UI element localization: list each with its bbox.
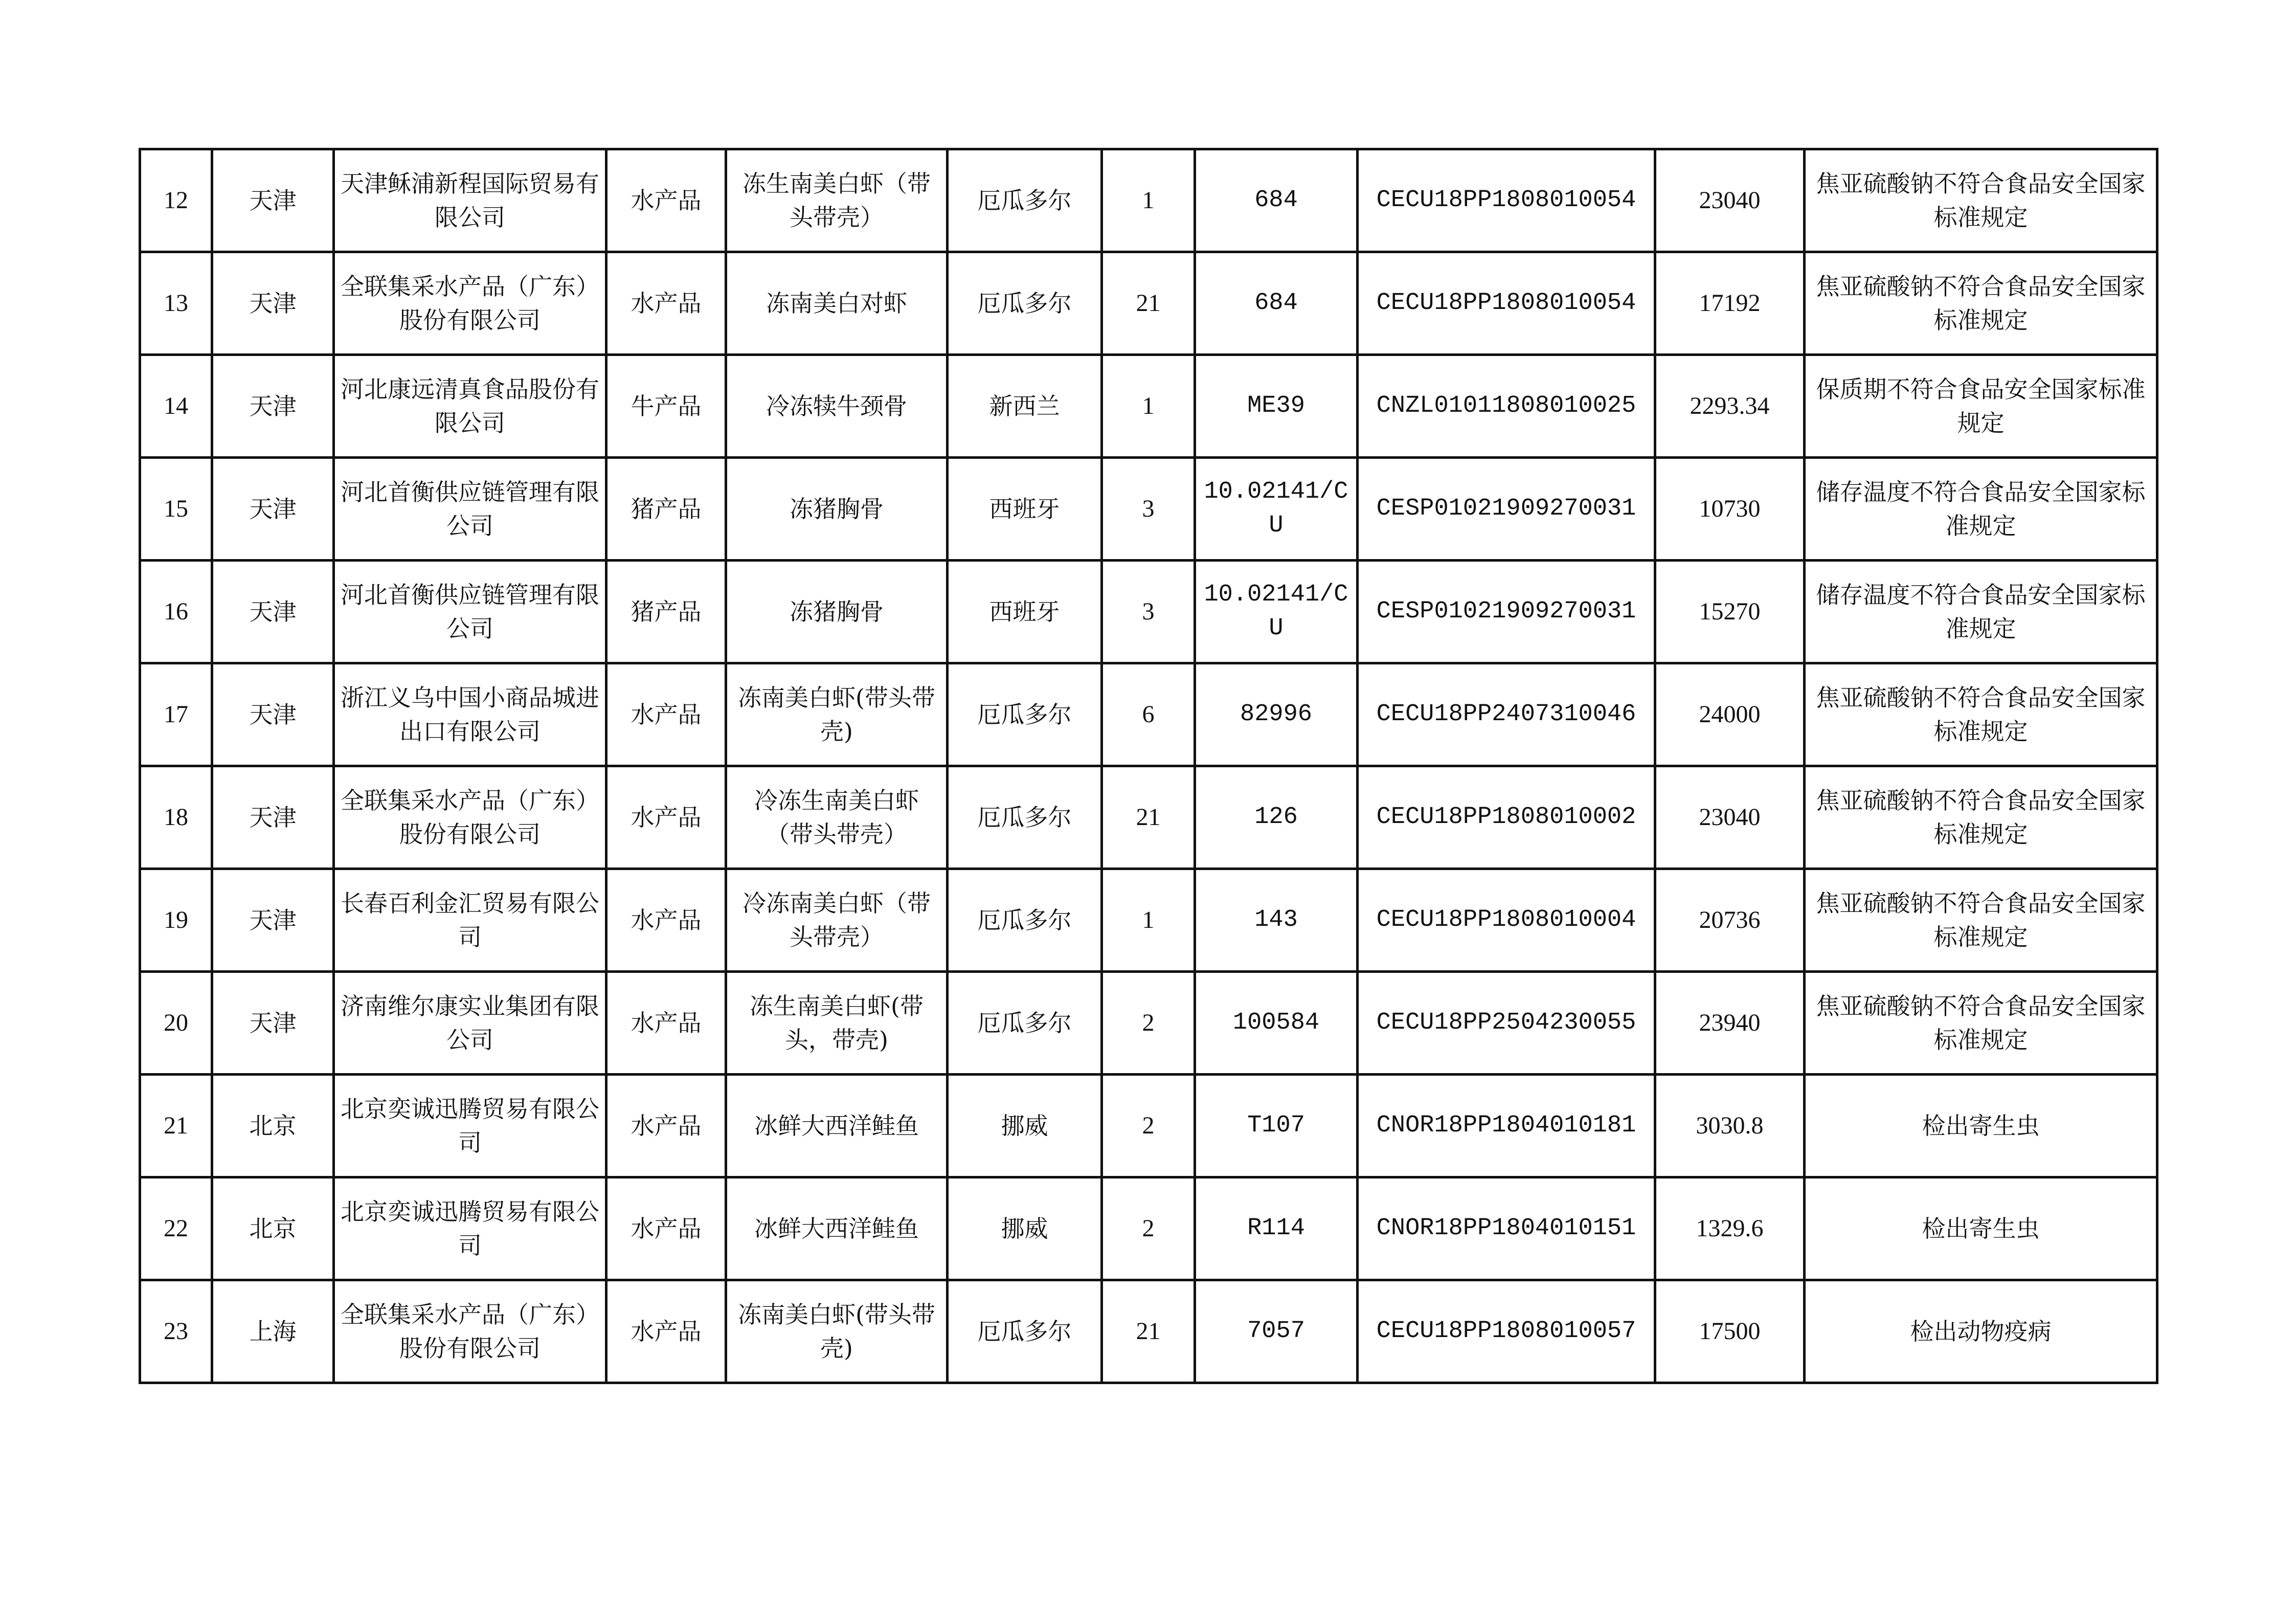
cell-origin: 厄瓜多尔 xyxy=(948,663,1102,766)
cell-certificate: CECU18PP1808010054 xyxy=(1358,252,1655,355)
cell-company: 北京奕诚迅腾贸易有限公司 xyxy=(334,1075,606,1177)
cell-category: 水产品 xyxy=(606,972,726,1075)
cell-code: 684 xyxy=(1195,252,1358,355)
cell-code: 10.02141/CU xyxy=(1195,561,1358,663)
table-row xyxy=(140,1280,2157,1383)
table-row xyxy=(140,252,2157,355)
cell-company: 全联集采水产品（广东）股份有限公司 xyxy=(334,252,606,355)
cell-category: 猪产品 xyxy=(606,458,726,561)
cell-reason: 储存温度不符合食品安全国家标准规定 xyxy=(1805,458,2157,561)
cell-certificate: CECU18PP1808010054 xyxy=(1358,149,1655,252)
cell-code: 143 xyxy=(1195,869,1358,972)
cell-certificate: CECU18PP2504230055 xyxy=(1358,972,1655,1075)
cell-reason: 焦亚硫酸钠不符合食品安全国家标准规定 xyxy=(1805,252,2157,355)
cell-port: 天津 xyxy=(212,869,334,972)
cell-seq: 16 xyxy=(140,561,212,663)
cell-count: 21 xyxy=(1102,766,1195,869)
table-row xyxy=(140,869,2157,972)
inspection-table xyxy=(139,148,2158,1384)
data-sheet xyxy=(139,148,2156,1384)
cell-reason: 焦亚硫酸钠不符合食品安全国家标准规定 xyxy=(1805,972,2157,1075)
cell-seq: 12 xyxy=(140,149,212,252)
cell-port: 天津 xyxy=(212,972,334,1075)
cell-weight: 15270 xyxy=(1655,561,1805,663)
cell-count: 1 xyxy=(1102,869,1195,972)
cell-company: 济南维尔康实业集团有限公司 xyxy=(334,972,606,1075)
cell-code: 10.02141/CU xyxy=(1195,458,1358,561)
cell-count: 3 xyxy=(1102,561,1195,663)
table-row xyxy=(140,1177,2157,1280)
cell-seq: 18 xyxy=(140,766,212,869)
cell-certificate: CESP01021909270031 xyxy=(1358,561,1655,663)
cell-product: 冷冻南美白虾（带头带壳） xyxy=(726,869,948,972)
cell-code: 126 xyxy=(1195,766,1358,869)
cell-weight: 20736 xyxy=(1655,869,1805,972)
cell-origin: 西班牙 xyxy=(948,561,1102,663)
cell-product: 冻南美白虾(带头带壳) xyxy=(726,1280,948,1383)
cell-code: 684 xyxy=(1195,149,1358,252)
cell-reason: 保质期不符合食品安全国家标准规定 xyxy=(1805,355,2157,458)
cell-origin: 挪威 xyxy=(948,1075,1102,1177)
cell-count: 2 xyxy=(1102,1075,1195,1177)
cell-count: 21 xyxy=(1102,252,1195,355)
cell-code: 100584 xyxy=(1195,972,1358,1075)
cell-product: 冻南美白对虾 xyxy=(726,252,948,355)
cell-weight: 3030.8 xyxy=(1655,1075,1805,1177)
table-row xyxy=(140,766,2157,869)
cell-port: 天津 xyxy=(212,355,334,458)
cell-origin: 厄瓜多尔 xyxy=(948,869,1102,972)
table-body xyxy=(140,149,2157,1383)
cell-seq: 14 xyxy=(140,355,212,458)
cell-seq: 23 xyxy=(140,1280,212,1383)
cell-reason: 焦亚硫酸钠不符合食品安全国家标准规定 xyxy=(1805,766,2157,869)
cell-reason: 焦亚硫酸钠不符合食品安全国家标准规定 xyxy=(1805,869,2157,972)
cell-product: 冷冻犊牛颈骨 xyxy=(726,355,948,458)
cell-port: 天津 xyxy=(212,766,334,869)
table-row xyxy=(140,458,2157,561)
cell-reason: 检出寄生虫 xyxy=(1805,1075,2157,1177)
cell-weight: 1329.6 xyxy=(1655,1177,1805,1280)
cell-company: 河北首衡供应链管理有限公司 xyxy=(334,561,606,663)
cell-origin: 厄瓜多尔 xyxy=(948,972,1102,1075)
cell-port: 天津 xyxy=(212,663,334,766)
cell-category: 水产品 xyxy=(606,663,726,766)
cell-category: 水产品 xyxy=(606,252,726,355)
cell-product: 冻南美白虾(带头带壳) xyxy=(726,663,948,766)
cell-port: 天津 xyxy=(212,458,334,561)
cell-reason: 检出寄生虫 xyxy=(1805,1177,2157,1280)
cell-port: 上海 xyxy=(212,1280,334,1383)
cell-reason: 焦亚硫酸钠不符合食品安全国家标准规定 xyxy=(1805,149,2157,252)
table-row xyxy=(140,1075,2157,1177)
cell-certificate: CECU18PP1808010004 xyxy=(1358,869,1655,972)
cell-category: 牛产品 xyxy=(606,355,726,458)
cell-category: 猪产品 xyxy=(606,561,726,663)
cell-code: 82996 xyxy=(1195,663,1358,766)
cell-company: 河北康远清真食品股份有限公司 xyxy=(334,355,606,458)
cell-origin: 厄瓜多尔 xyxy=(948,1280,1102,1383)
cell-reason: 检出动物疫病 xyxy=(1805,1280,2157,1383)
cell-count: 2 xyxy=(1102,1177,1195,1280)
cell-seq: 21 xyxy=(140,1075,212,1177)
table-row xyxy=(140,149,2157,252)
cell-reason: 焦亚硫酸钠不符合食品安全国家标准规定 xyxy=(1805,663,2157,766)
cell-seq: 13 xyxy=(140,252,212,355)
cell-category: 水产品 xyxy=(606,1075,726,1177)
cell-category: 水产品 xyxy=(606,1177,726,1280)
cell-company: 全联集采水产品（广东）股份有限公司 xyxy=(334,1280,606,1383)
cell-certificate: CNOR18PP1804010181 xyxy=(1358,1075,1655,1177)
cell-seq: 19 xyxy=(140,869,212,972)
cell-product: 冻生南美白虾（带头带壳） xyxy=(726,149,948,252)
cell-port: 天津 xyxy=(212,252,334,355)
cell-weight: 23940 xyxy=(1655,972,1805,1075)
cell-code: T107 xyxy=(1195,1075,1358,1177)
cell-company: 长春百利金汇贸易有限公司 xyxy=(334,869,606,972)
cell-certificate: CESP01021909270031 xyxy=(1358,458,1655,561)
cell-port: 北京 xyxy=(212,1075,334,1177)
cell-seq: 17 xyxy=(140,663,212,766)
cell-weight: 17500 xyxy=(1655,1280,1805,1383)
table-row xyxy=(140,972,2157,1075)
cell-certificate: CNZL01011808010025 xyxy=(1358,355,1655,458)
cell-count: 1 xyxy=(1102,355,1195,458)
cell-product: 冻猪胸骨 xyxy=(726,561,948,663)
cell-certificate: CECU18PP1808010002 xyxy=(1358,766,1655,869)
cell-company: 河北首衡供应链管理有限公司 xyxy=(334,458,606,561)
cell-product: 冰鲜大西洋鲑鱼 xyxy=(726,1075,948,1177)
cell-weight: 17192 xyxy=(1655,252,1805,355)
table-row xyxy=(140,561,2157,663)
table-row xyxy=(140,355,2157,458)
cell-code: 7057 xyxy=(1195,1280,1358,1383)
cell-origin: 厄瓜多尔 xyxy=(948,252,1102,355)
cell-seq: 22 xyxy=(140,1177,212,1280)
cell-certificate: CECU18PP2407310046 xyxy=(1358,663,1655,766)
cell-origin: 厄瓜多尔 xyxy=(948,766,1102,869)
cell-seq: 15 xyxy=(140,458,212,561)
cell-company: 浙江义乌中国小商品城进出口有限公司 xyxy=(334,663,606,766)
cell-category: 水产品 xyxy=(606,869,726,972)
cell-origin: 挪威 xyxy=(948,1177,1102,1280)
cell-port: 天津 xyxy=(212,149,334,252)
cell-origin: 厄瓜多尔 xyxy=(948,149,1102,252)
cell-port: 天津 xyxy=(212,561,334,663)
cell-product: 冰鲜大西洋鲑鱼 xyxy=(726,1177,948,1280)
cell-seq: 20 xyxy=(140,972,212,1075)
cell-weight: 10730 xyxy=(1655,458,1805,561)
cell-count: 1 xyxy=(1102,149,1195,252)
cell-certificate: CNOR18PP1804010151 xyxy=(1358,1177,1655,1280)
cell-weight: 24000 xyxy=(1655,663,1805,766)
cell-product: 冻生南美白虾(带头，带壳) xyxy=(726,972,948,1075)
cell-weight: 2293.34 xyxy=(1655,355,1805,458)
cell-weight: 23040 xyxy=(1655,149,1805,252)
cell-count: 6 xyxy=(1102,663,1195,766)
cell-company: 天津稣浦新程国际贸易有限公司 xyxy=(334,149,606,252)
cell-reason: 储存温度不符合食品安全国家标准规定 xyxy=(1805,561,2157,663)
cell-certificate: CECU18PP1808010057 xyxy=(1358,1280,1655,1383)
cell-port: 北京 xyxy=(212,1177,334,1280)
cell-count: 3 xyxy=(1102,458,1195,561)
cell-category: 水产品 xyxy=(606,149,726,252)
cell-product: 冷冻生南美白虾（带头带壳） xyxy=(726,766,948,869)
cell-category: 水产品 xyxy=(606,766,726,869)
cell-count: 21 xyxy=(1102,1280,1195,1383)
cell-code: ME39 xyxy=(1195,355,1358,458)
cell-company: 北京奕诚迅腾贸易有限公司 xyxy=(334,1177,606,1280)
cell-company: 全联集采水产品（广东）股份有限公司 xyxy=(334,766,606,869)
cell-weight: 23040 xyxy=(1655,766,1805,869)
cell-origin: 新西兰 xyxy=(948,355,1102,458)
cell-product: 冻猪胸骨 xyxy=(726,458,948,561)
cell-count: 2 xyxy=(1102,972,1195,1075)
table-row xyxy=(140,663,2157,766)
cell-category: 水产品 xyxy=(606,1280,726,1383)
cell-code: R114 xyxy=(1195,1177,1358,1280)
cell-origin: 西班牙 xyxy=(948,458,1102,561)
